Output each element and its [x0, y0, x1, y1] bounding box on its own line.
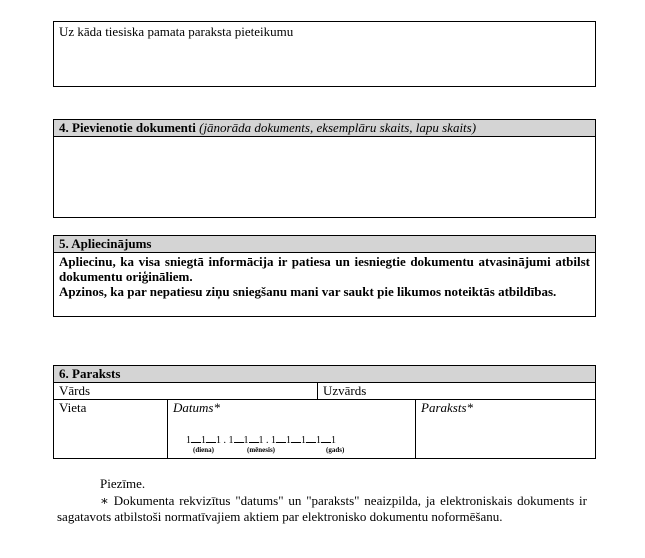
date-month-caption: (mēnesis)	[247, 446, 275, 454]
attached-documents-field[interactable]	[54, 137, 595, 217]
attestation-header: 5. Apliecinājums	[54, 236, 595, 253]
place-label: Vieta	[59, 400, 87, 415]
name-field[interactable]	[54, 383, 317, 399]
attached-documents-header	[54, 120, 595, 137]
attached-documents-section	[53, 119, 596, 218]
signature-label: Paraksts*	[421, 400, 473, 415]
signature-field[interactable]	[416, 400, 596, 458]
attestation-statement-2: Apzinos, ka par nepatiesu ziņu sniegšanu mani var saukt pie likumos noteiktās atbildības.	[59, 284, 557, 299]
surname-label: Uzvārds	[323, 383, 367, 398]
legal-basis-box[interactable]	[53, 21, 596, 87]
date-label: Datums*	[173, 400, 220, 415]
footnote-title: Piezīme.	[100, 476, 146, 491]
date-template: 1 1 1 . 1 1 1 . 1 1 1 1 1	[186, 435, 336, 446]
attestation-statement-1: Apliecinu, ka visa sniegtā informācija ir patiesa un iesniegtie dokumentu atvasinājumi atbilst dokumentu oriģināliem.	[59, 254, 590, 284]
attached-documents-title: 4. Pievienotie dokumenti	[59, 120, 196, 135]
legal-basis-label: Uz kāda tiesiska pamata paraksta pieteikumu	[59, 24, 294, 39]
attached-documents-hint: (jānorāda dokuments, eksemplāru skaits, lapu skaits)	[199, 120, 477, 135]
footnote-text: ∗ Dokumenta rekvizītus "datums" un "paraksts" neaizpilda, ja elektroniskais dokuments ir sagatavots atbilstoši normatīvajiem aktiem par elektronisko dokumentu noformēšanu.	[57, 493, 587, 524]
name-label: Vārds	[59, 383, 91, 398]
attestation-section	[53, 235, 596, 317]
place-field[interactable]	[54, 400, 167, 458]
signature-header: 6. Paraksts	[54, 366, 595, 383]
date-year-caption: (gads)	[326, 446, 345, 454]
date-day-caption: (diena)	[193, 446, 214, 454]
surname-field[interactable]	[318, 383, 595, 399]
signature-section	[53, 365, 596, 459]
